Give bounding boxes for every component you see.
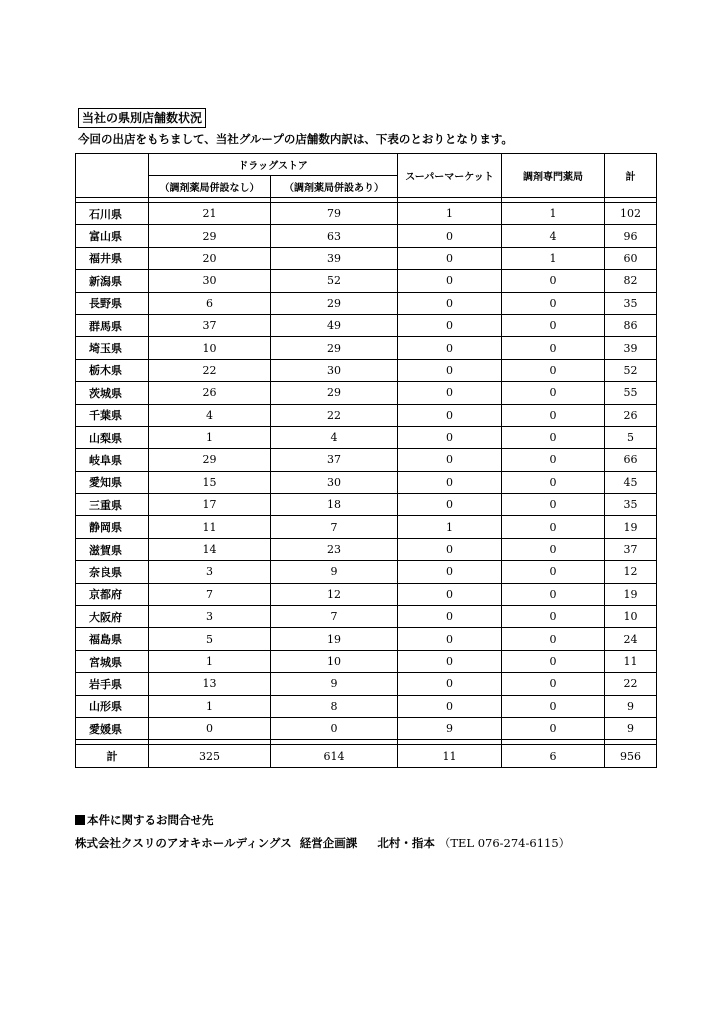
pharmacy-cell: 4 <box>502 225 605 247</box>
square-bullet-icon <box>75 815 85 825</box>
header-pharmacy: 調剤専門薬局 <box>502 154 605 198</box>
supermarket-cell: 0 <box>398 426 502 448</box>
contact-names: 北村・指本 <box>377 836 435 850</box>
drugstore-with-pharmacy-cell: 7 <box>271 516 398 538</box>
prefecture-cell: 群馬県 <box>76 314 149 336</box>
drugstore-with-pharmacy-cell: 18 <box>271 494 398 516</box>
prefecture-cell: 富山県 <box>76 225 149 247</box>
row-total-cell: 35 <box>605 494 657 516</box>
drugstore-without-pharmacy-cell: 4 <box>149 404 271 426</box>
drugstore-with-pharmacy-cell: 37 <box>271 449 398 471</box>
supermarket-cell: 0 <box>398 225 502 247</box>
table-row <box>76 494 657 516</box>
drugstore-with-pharmacy-cell: 8 <box>271 695 398 717</box>
contact-company: 株式会社クスリのアオキホールディングス <box>75 836 292 850</box>
pharmacy-cell: 0 <box>502 673 605 695</box>
drugstore-without-pharmacy-cell: 3 <box>149 561 271 583</box>
prefecture-cell: 岐阜県 <box>76 449 149 471</box>
total-label: 計 <box>76 745 149 767</box>
pharmacy-cell: 0 <box>502 404 605 426</box>
prefecture-cell: 福井県 <box>76 247 149 269</box>
table-row <box>76 628 657 650</box>
contact-line <box>75 835 570 851</box>
table-row <box>76 270 657 292</box>
pharmacy-cell: 0 <box>502 628 605 650</box>
drugstore-with-pharmacy-cell: 9 <box>271 673 398 695</box>
pharmacy-cell: 0 <box>502 471 605 493</box>
drugstore-with-pharmacy-cell: 39 <box>271 247 398 269</box>
prefecture-cell: 栃木県 <box>76 359 149 381</box>
drugstore-without-pharmacy-cell: 7 <box>149 583 271 605</box>
prefecture-cell: 岩手県 <box>76 673 149 695</box>
pharmacy-cell: 0 <box>502 314 605 336</box>
total-pharmacy: 6 <box>502 745 605 767</box>
row-total-cell: 60 <box>605 247 657 269</box>
pharmacy-cell: 1 <box>502 247 605 269</box>
supermarket-cell: 0 <box>398 494 502 516</box>
drugstore-without-pharmacy-cell: 1 <box>149 650 271 672</box>
pharmacy-cell: 0 <box>502 583 605 605</box>
supermarket-cell: 0 <box>398 650 502 672</box>
supermarket-cell: 0 <box>398 628 502 650</box>
supermarket-cell: 1 <box>398 203 502 225</box>
drugstore-without-pharmacy-cell: 26 <box>149 382 271 404</box>
table-row <box>76 561 657 583</box>
supermarket-cell: 0 <box>398 382 502 404</box>
drugstore-with-pharmacy-cell: 30 <box>271 359 398 381</box>
drugstore-with-pharmacy-cell: 30 <box>271 471 398 493</box>
supermarket-cell: 0 <box>398 471 502 493</box>
drugstore-without-pharmacy-cell: 11 <box>149 516 271 538</box>
supermarket-cell: 0 <box>398 561 502 583</box>
table-row <box>76 404 657 426</box>
pharmacy-cell: 0 <box>502 650 605 672</box>
table-row <box>76 247 657 269</box>
pharmacy-cell: 0 <box>502 292 605 314</box>
drugstore-without-pharmacy-cell: 29 <box>149 449 271 471</box>
prefecture-cell: 大阪府 <box>76 606 149 628</box>
contact-department: 経営企画課 <box>299 836 358 850</box>
drugstore-without-pharmacy-cell: 1 <box>149 695 271 717</box>
header-supermarket: スーパーマーケット <box>398 154 502 198</box>
prefecture-cell: 山梨県 <box>76 426 149 448</box>
drugstore-with-pharmacy-cell: 10 <box>271 650 398 672</box>
drugstore-with-pharmacy-cell: 22 <box>271 404 398 426</box>
row-total-cell: 19 <box>605 516 657 538</box>
supermarket-cell: 0 <box>398 270 502 292</box>
contact-heading-text: 本件に関するお問合せ先 <box>87 813 214 827</box>
prefecture-cell: 長野県 <box>76 292 149 314</box>
row-total-cell: 22 <box>605 673 657 695</box>
drugstore-with-pharmacy-cell: 63 <box>271 225 398 247</box>
drugstore-with-pharmacy-cell: 29 <box>271 292 398 314</box>
supermarket-cell: 0 <box>398 695 502 717</box>
row-total-cell: 37 <box>605 538 657 560</box>
total-row <box>76 745 657 767</box>
drugstore-with-pharmacy-cell: 79 <box>271 203 398 225</box>
drugstore-without-pharmacy-cell: 15 <box>149 471 271 493</box>
supermarket-cell: 1 <box>398 516 502 538</box>
drugstore-without-pharmacy-cell: 14 <box>149 538 271 560</box>
table-row <box>76 292 657 314</box>
drugstore-with-pharmacy-cell: 29 <box>271 337 398 359</box>
row-total-cell: 52 <box>605 359 657 381</box>
prefecture-cell: 静岡県 <box>76 516 149 538</box>
drugstore-without-pharmacy-cell: 30 <box>149 270 271 292</box>
drugstore-without-pharmacy-cell: 10 <box>149 337 271 359</box>
table-row <box>76 695 657 717</box>
drugstore-without-pharmacy-cell: 1 <box>149 426 271 448</box>
total-with-pharmacy: 614 <box>271 745 398 767</box>
header-total: 計 <box>605 154 657 198</box>
grand-total: 956 <box>605 745 657 767</box>
prefecture-cell: 愛知県 <box>76 471 149 493</box>
drugstore-without-pharmacy-cell: 29 <box>149 225 271 247</box>
row-total-cell: 12 <box>605 561 657 583</box>
pharmacy-cell: 1 <box>502 203 605 225</box>
row-total-cell: 39 <box>605 337 657 359</box>
table-row <box>76 606 657 628</box>
drugstore-without-pharmacy-cell: 0 <box>149 717 271 739</box>
supermarket-cell: 0 <box>398 247 502 269</box>
header-with-pharmacy: （調剤薬局併設あり） <box>271 176 398 198</box>
supermarket-cell: 0 <box>398 314 502 336</box>
row-total-cell: 96 <box>605 225 657 247</box>
drugstore-with-pharmacy-cell: 0 <box>271 717 398 739</box>
prefecture-cell: 福島県 <box>76 628 149 650</box>
drugstore-with-pharmacy-cell: 29 <box>271 382 398 404</box>
table-row <box>76 583 657 605</box>
table-row <box>76 382 657 404</box>
pharmacy-cell: 0 <box>502 337 605 359</box>
drugstore-with-pharmacy-cell: 52 <box>271 270 398 292</box>
table-row <box>76 426 657 448</box>
drugstore-without-pharmacy-cell: 5 <box>149 628 271 650</box>
intro-text: 今回の出店をもちまして、当社グループの店舗数内訳は、下表のとおりとなります。 <box>78 132 513 146</box>
prefecture-cell: 滋賀県 <box>76 538 149 560</box>
total-supermarket: 11 <box>398 745 502 767</box>
prefecture-cell: 石川県 <box>76 203 149 225</box>
prefecture-cell: 新潟県 <box>76 270 149 292</box>
table-row <box>76 717 657 739</box>
row-total-cell: 35 <box>605 292 657 314</box>
table-row <box>76 337 657 359</box>
header-without-pharmacy: （調剤薬局併設なし） <box>149 176 271 198</box>
drugstore-without-pharmacy-cell: 20 <box>149 247 271 269</box>
table-row <box>76 516 657 538</box>
pharmacy-cell: 0 <box>502 449 605 471</box>
row-total-cell: 5 <box>605 426 657 448</box>
drugstore-with-pharmacy-cell: 7 <box>271 606 398 628</box>
pharmacy-cell: 0 <box>502 538 605 560</box>
drugstore-without-pharmacy-cell: 13 <box>149 673 271 695</box>
prefecture-cell: 愛媛県 <box>76 717 149 739</box>
pharmacy-cell: 0 <box>502 516 605 538</box>
pharmacy-cell: 0 <box>502 382 605 404</box>
pharmacy-cell: 0 <box>502 717 605 739</box>
row-total-cell: 55 <box>605 382 657 404</box>
drugstore-without-pharmacy-cell: 22 <box>149 359 271 381</box>
drugstore-with-pharmacy-cell: 49 <box>271 314 398 336</box>
drugstore-without-pharmacy-cell: 37 <box>149 314 271 336</box>
supermarket-cell: 0 <box>398 337 502 359</box>
drugstore-with-pharmacy-cell: 23 <box>271 538 398 560</box>
prefecture-cell: 京都府 <box>76 583 149 605</box>
pharmacy-cell: 0 <box>502 606 605 628</box>
row-total-cell: 9 <box>605 695 657 717</box>
table-row <box>76 471 657 493</box>
header-blank <box>76 154 149 198</box>
pharmacy-cell: 0 <box>502 426 605 448</box>
supermarket-cell: 0 <box>398 538 502 560</box>
prefecture-cell: 三重県 <box>76 494 149 516</box>
row-total-cell: 24 <box>605 628 657 650</box>
pharmacy-cell: 0 <box>502 359 605 381</box>
row-total-cell: 19 <box>605 583 657 605</box>
row-total-cell: 45 <box>605 471 657 493</box>
supermarket-cell: 0 <box>398 359 502 381</box>
table-row <box>76 538 657 560</box>
drugstore-with-pharmacy-cell: 9 <box>271 561 398 583</box>
row-total-cell: 9 <box>605 717 657 739</box>
row-total-cell: 11 <box>605 650 657 672</box>
supermarket-cell: 0 <box>398 673 502 695</box>
drugstore-without-pharmacy-cell: 17 <box>149 494 271 516</box>
supermarket-cell: 0 <box>398 292 502 314</box>
row-total-cell: 10 <box>605 606 657 628</box>
supermarket-cell: 0 <box>398 606 502 628</box>
prefecture-cell: 茨城県 <box>76 382 149 404</box>
contact-tel: （TEL 076-274-6115） <box>438 836 571 850</box>
table-row <box>76 359 657 381</box>
table-row <box>76 314 657 336</box>
supermarket-cell: 0 <box>398 583 502 605</box>
drugstore-without-pharmacy-cell: 6 <box>149 292 271 314</box>
page-title: 当社の県別店舗数状況 <box>78 108 206 128</box>
prefecture-cell: 山形県 <box>76 695 149 717</box>
prefecture-cell: 埼玉県 <box>76 337 149 359</box>
prefecture-cell: 宮城県 <box>76 650 149 672</box>
supermarket-cell: 0 <box>398 449 502 471</box>
row-total-cell: 26 <box>605 404 657 426</box>
table-row <box>76 673 657 695</box>
supermarket-cell: 9 <box>398 717 502 739</box>
table-row <box>76 225 657 247</box>
drugstore-without-pharmacy-cell: 21 <box>149 203 271 225</box>
table-body <box>76 203 657 740</box>
pharmacy-cell: 0 <box>502 270 605 292</box>
store-count-table <box>75 153 657 768</box>
drugstore-without-pharmacy-cell: 3 <box>149 606 271 628</box>
table-row <box>76 203 657 225</box>
row-total-cell: 86 <box>605 314 657 336</box>
drugstore-with-pharmacy-cell: 12 <box>271 583 398 605</box>
prefecture-cell: 千葉県 <box>76 404 149 426</box>
row-total-cell: 102 <box>605 203 657 225</box>
pharmacy-cell: 0 <box>502 494 605 516</box>
prefecture-cell: 奈良県 <box>76 561 149 583</box>
row-total-cell: 82 <box>605 270 657 292</box>
total-without-pharmacy: 325 <box>149 745 271 767</box>
table-row <box>76 650 657 672</box>
pharmacy-cell: 0 <box>502 695 605 717</box>
contact-heading <box>75 812 214 828</box>
header-drugstore: ドラッグストア <box>149 154 398 176</box>
table-row <box>76 449 657 471</box>
row-total-cell: 66 <box>605 449 657 471</box>
drugstore-with-pharmacy-cell: 4 <box>271 426 398 448</box>
pharmacy-cell: 0 <box>502 561 605 583</box>
supermarket-cell: 0 <box>398 404 502 426</box>
drugstore-with-pharmacy-cell: 19 <box>271 628 398 650</box>
